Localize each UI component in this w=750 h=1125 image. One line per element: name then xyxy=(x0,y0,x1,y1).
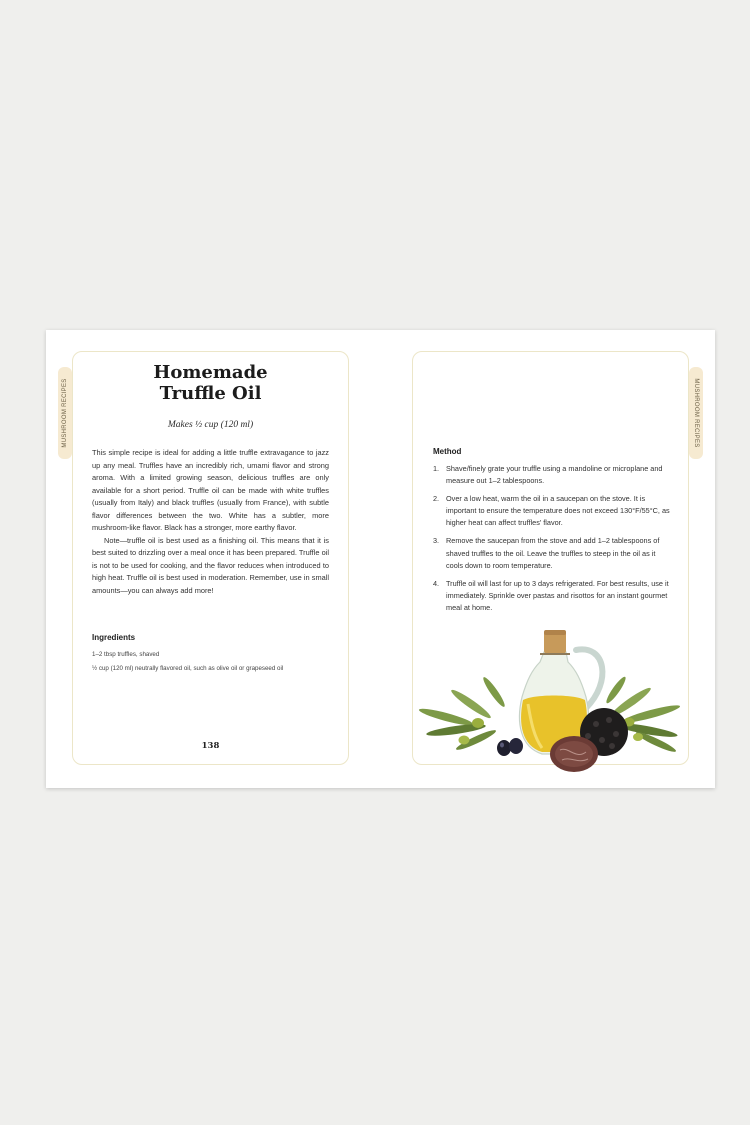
method-step xyxy=(433,463,673,487)
intro-paragraph-2: Note—truffle oil is best used as a finishing oil. This means that it is best suited to drizzling over a meal once it has been prepared. Truffle oil is not to be used for cooking, and the flavor reduces when introduced to high heat. Truffle oil is best used in moderation. Remember, use in small amounts—you can always add more! xyxy=(92,535,329,596)
step-number: 3. xyxy=(433,536,440,546)
step-text: Remove the saucepan from the stove and add 1–2 tablespoons of shaved truffles to the oil. Leave the truffles to steep in the oil as it cools down to room temperature. xyxy=(446,536,660,570)
method-step xyxy=(433,578,673,614)
method-steps xyxy=(433,463,673,620)
ingredients-heading: Ingredients xyxy=(92,633,136,642)
step-text: Truffle oil will last for up to 3 days refrigerated. For best results, use it immediately. Sprinkle over pastas and risottos for an instant gourmet meal at home. xyxy=(446,578,669,612)
step-text: Over a low heat, warm the oil in a saucepan on the stove. It is important to ensure the temperature does not exceed 130°F/55°C, as higher heat can affect truffles' flavor. xyxy=(446,494,670,528)
olive-oil-truffle-illustration xyxy=(416,622,686,782)
recipe-yield: Makes ½ cup (120 ml) xyxy=(167,420,254,430)
spread-content xyxy=(46,330,715,788)
page-number: 138 xyxy=(201,741,220,751)
step-text: Shave/finely grate your truffle using a mandoline or microplane and measure out 1–2 tablespoons. xyxy=(446,464,663,486)
ingredient-item: 1–2 tbsp truffles, shaved xyxy=(92,651,160,658)
left-section-tab-label: MUSHROOM RECIPES xyxy=(62,378,68,448)
recipe-intro xyxy=(92,447,329,598)
step-number: 1. xyxy=(433,464,440,473)
recipe-title-line-2: Truffle Oil xyxy=(159,383,262,404)
step-number: 2. xyxy=(433,494,440,504)
method-heading: Method xyxy=(433,447,462,456)
step-number: 4. xyxy=(433,578,440,588)
recipe-title-line-1: Homemade xyxy=(153,362,268,383)
method-step xyxy=(433,535,673,571)
ingredients-list xyxy=(92,648,332,675)
method-step xyxy=(433,493,673,529)
recipe-title xyxy=(72,362,349,404)
right-section-tab-label: MUSHROOM RECIPES xyxy=(693,378,699,448)
intro-paragraph-1: This simple recipe is ideal for adding a little truffle extravagance to jazz up any meal. Truffles have an incredibly rich, umami flavor and strong aroma. With a limited growing season, delicious truffles are only available for a short period. Truffle oil can be made with white truffles (usually from Italy) and black truffles (usually from France), with subtle flavor differences between the two. White has a subtler, more mushroom-like flavor. Black has a stronger, more earthy flavor. xyxy=(92,448,329,533)
ingredient-item: ½ cup (120 ml) neutrally flavored oil, such as olive oil or grapeseed oil xyxy=(92,664,284,672)
